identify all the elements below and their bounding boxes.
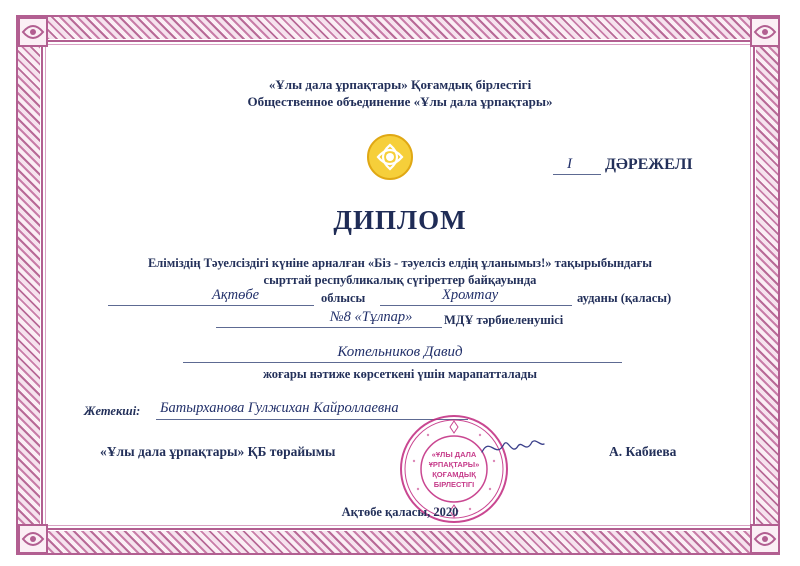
signatory-name: А. Кабиева xyxy=(609,444,677,459)
school-label: МДҰ тәрбиеленушісі xyxy=(444,313,564,327)
signatory-position: «Ұлы дала ұрпақтары» ҚБ төрайымы xyxy=(100,444,336,459)
description-line-2: сырттай республикалық сүгіреттер байқауында xyxy=(263,273,537,287)
degree-number: I xyxy=(567,156,572,172)
region-value: Ақтөбе xyxy=(212,287,260,303)
corner-ornament-icon xyxy=(749,16,781,48)
corner-ornament-icon xyxy=(17,523,49,555)
place-and-year: Ақтөбе қаласы, 2020 xyxy=(341,505,459,519)
district-label: ауданы (қаласы) xyxy=(577,291,672,305)
school-value: №8 «Тұлпар» xyxy=(330,309,413,325)
organization-name-ru: Общественное объединение «Ұлы дала ұрпақтары» xyxy=(247,94,553,109)
region-underline xyxy=(108,305,314,306)
stamp-text-4: БІРЛЕСТІГІ xyxy=(433,480,475,489)
district-underline xyxy=(380,305,572,306)
stamp-text-1: «ҰЛЫ ДАЛА xyxy=(431,450,477,459)
diploma-title: ДИПЛОМ xyxy=(333,205,467,235)
stamp-text-3: ҚОҒАМДЫҚ xyxy=(432,470,476,479)
region-label: облысы xyxy=(321,291,366,305)
description-line-1: Еліміздің Тәуелсіздігі күніне арналған «Біз - тәуелсіз елдің ұланымыз!» тақырыбындағы xyxy=(147,256,653,270)
district-value: Хромтау xyxy=(442,287,499,303)
emblem-icon xyxy=(366,133,414,181)
organization-name-kz: «Ұлы дала ұрпақтары» Қоғамдық бірлестігі xyxy=(268,77,532,92)
handwritten-signature-icon xyxy=(478,432,548,462)
corner-ornament-icon xyxy=(17,16,49,48)
stamp-text-2: ҰРПАҚТАРЫ» xyxy=(428,460,480,469)
school-underline xyxy=(216,327,442,328)
supervisor-label: Жетекші: xyxy=(84,404,141,418)
recipient-name: Котельников Давид xyxy=(337,344,463,360)
award-text: жоғары нәтиже көрсеткені үшін марапатталады xyxy=(262,367,538,381)
supervisor-name: Батырханова Гулжихан Кайроллаевна xyxy=(160,400,399,416)
recipient-underline xyxy=(183,362,622,363)
degree-underline xyxy=(553,174,601,175)
corner-ornament-icon xyxy=(749,523,781,555)
degree-label: ДӘРЕЖЕЛІ xyxy=(605,156,693,173)
